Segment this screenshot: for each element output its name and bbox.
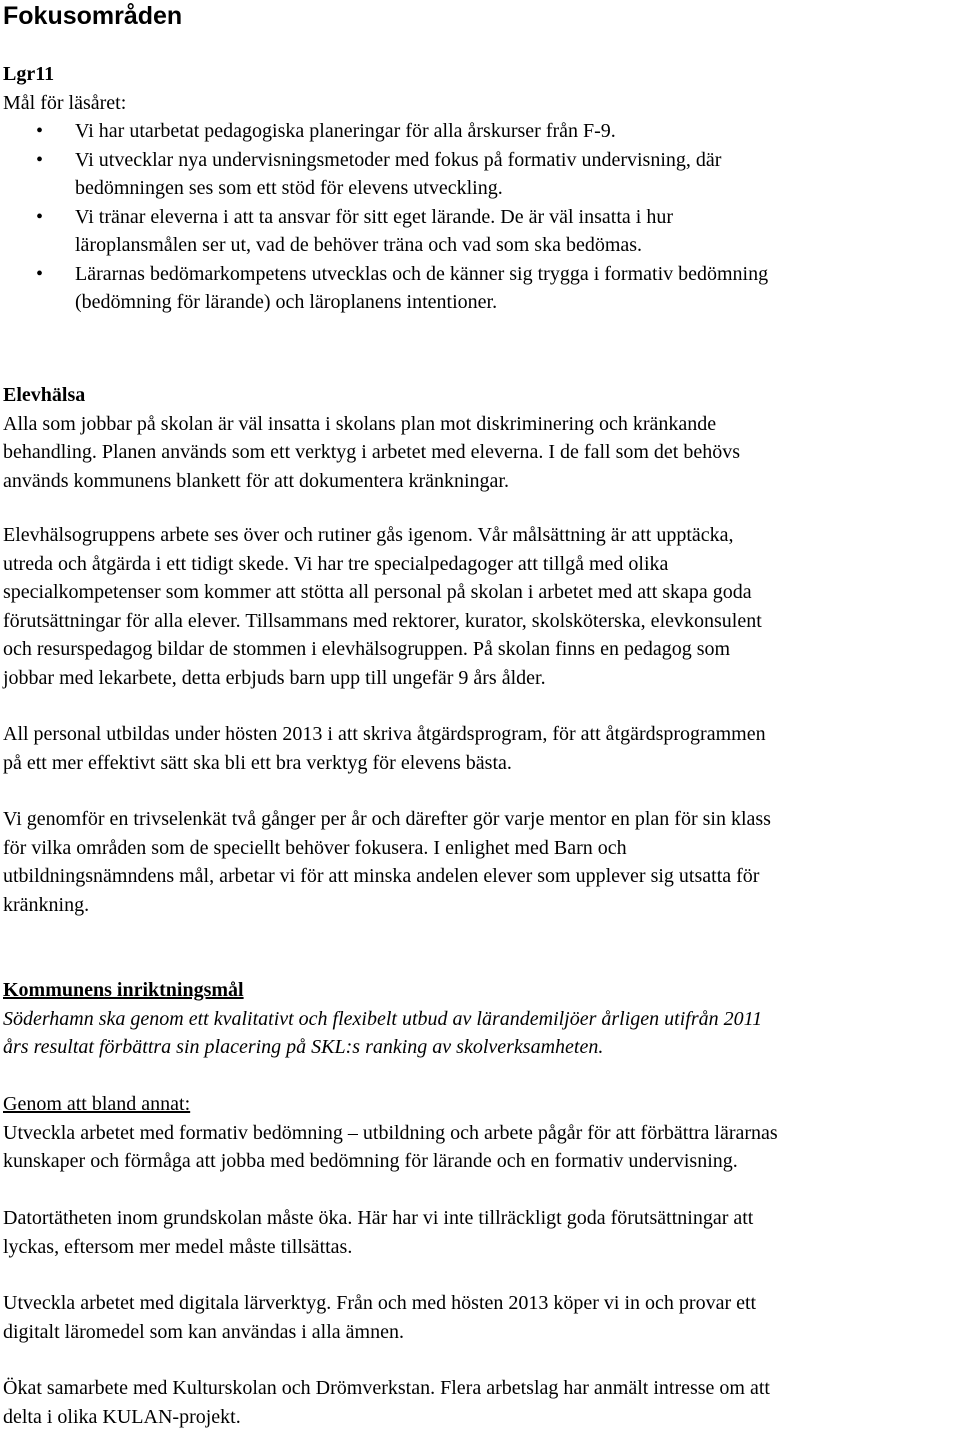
- list-item-line: Vi tränar eleverna i att ta ansvar för sitt eget lärande. De är väl insatta i hur: [75, 203, 958, 232]
- paragraph: [3, 720, 958, 777]
- paragraph: [3, 1289, 958, 1346]
- goals-list: [0, 117, 958, 317]
- list-item-line: Vi har utarbetat pedagogiska planeringar för alla årskurser från F-9.: [75, 117, 958, 146]
- bullet-icon: •: [36, 117, 43, 146]
- text-line: specialkompetenser som kommer att stötta all personal på skolan i arbetet med att skapa goda: [3, 578, 958, 607]
- paragraph: [3, 410, 958, 496]
- kommunens-heading: Kommunens inriktningsmål: [3, 976, 958, 1005]
- text-line: All personal utbildas under hösten 2013 i att skriva åtgärdsprogram, för att åtgärdsprogrammen: [3, 720, 958, 749]
- text-line: Söderhamn ska genom ett kvalitativt och flexibelt utbud av lärandemiljöer årligen utifrån 2011: [3, 1005, 958, 1034]
- text-line: lyckas, eftersom mer medel måste tillsättas.: [3, 1233, 958, 1262]
- text-line: utreda och åtgärda i ett tidigt skede. Vi har tre specialpedagoger att tillgå med olika: [3, 550, 958, 579]
- list-item-line: bedömningen ses som ett stöd för elevens utveckling.: [75, 174, 958, 203]
- text-line: jobbar med lekarbete, detta erbjuds barn upp till ungefär 9 års ålder.: [3, 664, 958, 693]
- text-line: Elevhälsogruppens arbete ses över och rutiner gås igenom. Vår målsättning är att upptäcka,: [3, 521, 958, 550]
- text-line: för vilka områden som de speciellt behöver fokusera. I enlighet med Barn och: [3, 834, 958, 863]
- lgr11-subheading: Mål för läsåret:: [3, 89, 958, 118]
- elevhalsa-heading: Elevhälsa: [3, 381, 958, 410]
- text-line: Datortätheten inom grundskolan måste öka. Här har vi inte tillräckligt goda förutsättningar att: [3, 1204, 958, 1233]
- text-line: digitalt läromedel som kan användas i alla ämnen.: [3, 1318, 958, 1347]
- paragraph: [3, 1374, 958, 1431]
- page-title: Fokusområden: [3, 0, 182, 32]
- text-line: års resultat förbättra sin placering på SKL:s ranking av skolverksamheten.: [3, 1033, 958, 1062]
- paragraph: [3, 805, 958, 919]
- bullet-icon: •: [36, 260, 43, 289]
- text-line: förutsättningar för alla elever. Tillsammans med rektorer, kurator, skolsköterska, elevkonsulent: [3, 607, 958, 636]
- text-line: delta i olika KULAN-projekt.: [3, 1403, 958, 1431]
- lgr11-heading: Lgr11: [3, 60, 958, 89]
- text-line: kränkning.: [3, 891, 958, 920]
- paragraph: [3, 521, 958, 692]
- list-item: [0, 146, 958, 203]
- text-line: på ett mer effektivt sätt ska bli ett bra verktyg för elevens bästa.: [3, 749, 958, 778]
- paragraph: [3, 1204, 958, 1261]
- kommunens-subheading: Genom att bland annat:: [3, 1090, 958, 1119]
- text-line: används kommunens blankett för att dokumentera kränkningar.: [3, 467, 958, 496]
- text-line: Utveckla arbetet med formativ bedömning – utbildning och arbete pågår för att förbättra lärarnas: [3, 1119, 958, 1148]
- kommunens-goal: [3, 1005, 958, 1062]
- text-line: Alla som jobbar på skolan är väl insatta i skolans plan mot diskriminering och kränkande: [3, 410, 958, 439]
- kommunens-actions: [3, 1090, 958, 1176]
- lgr11-section: [3, 60, 958, 117]
- list-item-line: Vi utvecklar nya undervisningsmetoder med fokus på formativ undervisning, där: [75, 146, 958, 175]
- text-line: Utveckla arbetet med digitala lärverktyg. Från och med hösten 2013 köper vi in och provar ett: [3, 1289, 958, 1318]
- text-line: behandling. Planen används som ett verktyg i arbetet med eleverna. I de fall som det behövs: [3, 438, 958, 467]
- list-item-line: Lärarnas bedömarkompetens utvecklas och de känner sig trygga i formativ bedömning: [75, 260, 958, 289]
- list-item: [0, 117, 958, 146]
- text-line: Ökat samarbete med Kulturskolan och Drömverkstan. Flera arbetslag har anmält intresse om att: [3, 1374, 958, 1403]
- bullet-icon: •: [36, 203, 43, 232]
- text-line: utbildningsnämndens mål, arbetar vi för att minska andelen elever som upplever sig utsatta för: [3, 862, 958, 891]
- list-item: [0, 203, 958, 260]
- text-line: Vi genomför en trivselenkät två gånger per år och därefter gör varje mentor en plan för sin klass: [3, 805, 958, 834]
- text-line: och resurspedagog bildar de stommen i elevhälsogruppen. På skolan finns en pedagog som: [3, 635, 958, 664]
- list-item-line: läroplansmålen ser ut, vad de behöver träna och vad som ska bedömas.: [75, 231, 958, 260]
- list-item: [0, 260, 958, 317]
- list-item-line: (bedömning för lärande) och läroplanens intentioner.: [75, 288, 958, 317]
- bullet-icon: •: [36, 146, 43, 175]
- kommunens-section: [3, 976, 958, 1062]
- text-line: kunskaper och förmåga att jobba med bedömning för lärande och en formativ undervisning.: [3, 1147, 958, 1176]
- elevhalsa-section: [3, 381, 958, 495]
